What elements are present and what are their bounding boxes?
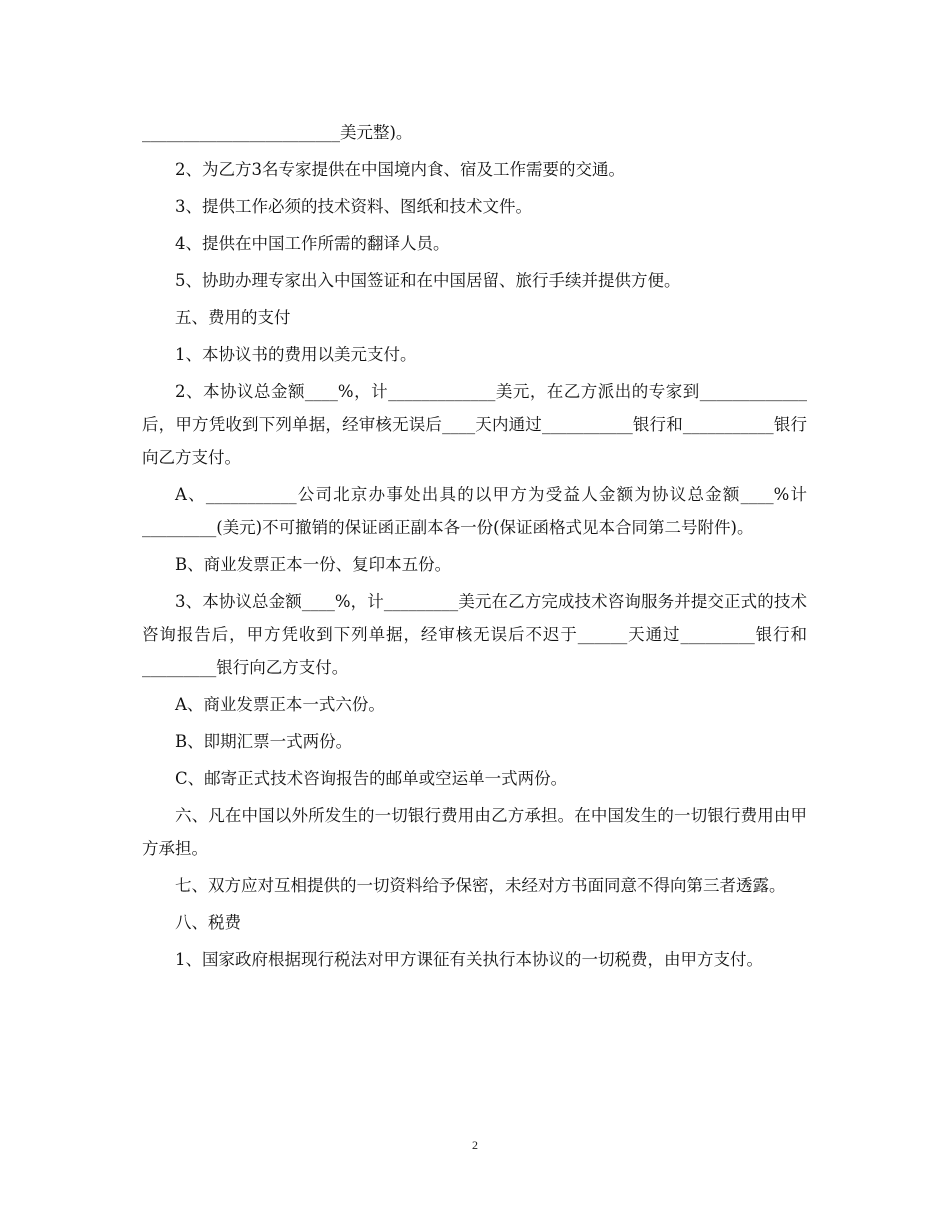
paragraph-13: B、即期汇票一式两份。 [175, 732, 353, 751]
section-heading-8: 八、税费 [175, 913, 241, 932]
paragraph-12: A、商业发票正本一式六份。 [175, 695, 385, 714]
document-body [142, 116, 807, 980]
paragraph-11: 3、本协议总金额____%，计_________美元在乙方完成技术咨询服务并提交正式的技术咨询报告后，甲方凭收到下列单据，经审核无误后不迟于______天通过_________银行和_________银行向乙方支付。 [142, 592, 807, 677]
paragraph-18: 1、国家政府根据现行税法对甲方课征有关执行本协议的一切税费，由甲方支付。 [175, 950, 763, 969]
section-heading-5: 五、费用的支付 [175, 308, 291, 327]
paragraph-1: ________________________美元整)。 [142, 123, 413, 142]
paragraph-7: 1、本协议书的费用以美元支付。 [175, 345, 417, 364]
paragraph-3: 3、提供工作必须的技术资料、图纸和技术文件。 [175, 197, 532, 216]
paragraph-8: 2、本协议总金额____%，计_____________美元，在乙方派出的专家到_____________后，甲方凭收到下列单据，经审核无误后____天内通过___________银行和___________银行向乙方支付。 [142, 382, 807, 467]
paragraph-9: A、___________公司北京办事处出具的以甲方为受益人金额为协议总金额____%计_________(美元)不可撤销的保证函正副本各一份(保证函格式见本合同第二号附件)。 [142, 485, 807, 537]
paragraph-10: B、商业发票正本一份、复印本五份。 [175, 555, 452, 574]
paragraph-14: C、邮寄正式技术咨询报告的邮单或空运单一式两份。 [175, 769, 568, 788]
paragraph-2: 2、为乙方3名专家提供在中国境内食、宿及工作需要的交通。 [175, 160, 625, 179]
section-heading-6: 六、凡在中国以外所发生的一切银行费用由乙方承担。在中国发生的一切银行费用由甲方承担。 [142, 806, 807, 858]
paragraph-4: 4、提供在中国工作所需的翻译人员。 [175, 234, 450, 253]
page-number: 2 [472, 1138, 478, 1152]
section-heading-7: 七、双方应对互相提供的一切资料给予保密，未经对方书面同意不得向第三者透露。 [175, 876, 786, 895]
paragraph-5: 5、协助办理专家出入中国签证和在中国居留、旅行手续并提供方便。 [175, 271, 681, 290]
